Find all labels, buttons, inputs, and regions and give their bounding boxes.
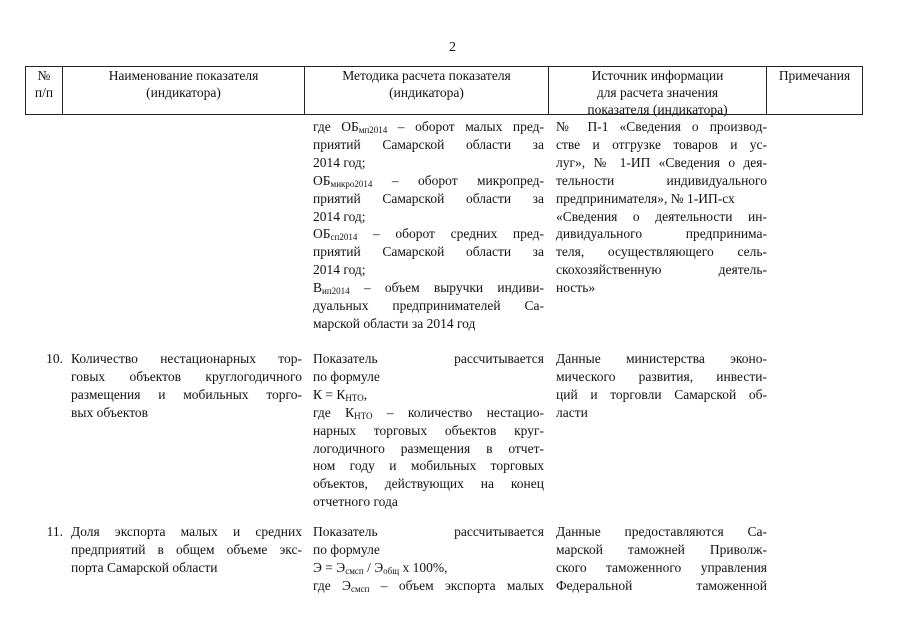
- row11-source: [556, 523, 767, 595]
- row11-source-line: Данные предоставляются Са-: [556, 524, 767, 539]
- row9-source-line: луг», № 1-ИП «Сведения о дея-: [556, 154, 767, 170]
- row11-name-line: Доля экспорта малых и средних: [71, 524, 302, 539]
- row11-method-definition: где $Э_{смсп}$ – объем экспорта малых: [313, 577, 544, 594]
- row10-method-definition: где $К_{НТО}$ – количество нестацио-: [313, 404, 544, 421]
- row9-source-line: «Сведения о деятельности ин-: [556, 208, 767, 224]
- header-number-line2: п/п: [34, 85, 54, 100]
- row10-name-line: говых объектов круглогодичного: [71, 368, 302, 384]
- row11-source-line: ского таможенного управления: [556, 559, 767, 575]
- row10-method-line: Показатель рассчитывается: [313, 351, 544, 366]
- row9-source: [556, 118, 767, 297]
- row10-source-line: ласти: [556, 404, 588, 420]
- header-source-line1: Источник информации: [591, 68, 724, 83]
- row10-name-line: размещения и мобильных торго-: [71, 386, 302, 402]
- row9-source-line: скохозяйственную деятель-: [556, 262, 767, 278]
- row9-source-line: стве и отгрузке товаров и ус-: [556, 136, 767, 152]
- row9-method: [313, 118, 544, 333]
- row10-name: [71, 350, 302, 422]
- row10-source-line: мического развития, инвести-: [556, 368, 767, 384]
- row9-source-line: предпринимателя», № 1-ИП-сх: [556, 190, 735, 206]
- row9-source-line: тельности индивидуального: [556, 172, 767, 188]
- row9-method-line: приятий Самарской области за: [313, 244, 544, 260]
- row11-name-line: порта Самарской области: [71, 559, 218, 575]
- row9-method-line: 2014 год;: [313, 208, 366, 224]
- header-name-line1: Наименование показателя: [108, 68, 259, 83]
- row10-number: 10.: [46, 351, 63, 366]
- row9-method-line: марской области за 2014 год: [313, 315, 476, 331]
- row11-source-line: Федеральной таможенной: [556, 577, 767, 593]
- row11-method-line: Показатель рассчитывается: [313, 524, 544, 539]
- row10-method: [313, 350, 544, 511]
- header-number: [25, 66, 63, 115]
- row11-name: [71, 523, 302, 577]
- row9-source-line: ность»: [556, 280, 596, 296]
- row9-method-line: 2014 год;: [313, 262, 366, 278]
- row11-method: [313, 523, 544, 595]
- header-source-line2: для расчета значения: [596, 85, 719, 100]
- row11-method-line: по формуле: [313, 541, 380, 557]
- header-method-line2: (индикатора): [389, 85, 464, 100]
- row9-method-mp: где $ОБ_{мп2014}$ – оборот малых пред-: [313, 119, 544, 135]
- row9-method-sp: $ОБ_{сп2014}$ – оборот средних пред-: [313, 226, 544, 243]
- row10-method-line: объектов, действующих на конец: [313, 476, 544, 492]
- row10-method-formula: $К = К_{НТО}$,: [313, 386, 368, 403]
- header-method-line1: Методика расчета показателя: [342, 68, 511, 83]
- row10-method-line: логодичного размещения в отчет-: [313, 440, 544, 456]
- header-name-line2: (индикатора): [146, 85, 221, 100]
- row10-source: [556, 350, 767, 422]
- row11-name-line: предприятий в общем объеме экс-: [71, 541, 302, 557]
- row9-method-line: приятий Самарской области за: [313, 136, 544, 152]
- header-notes-label: Примечания: [778, 68, 851, 83]
- row9-method-line: дуальных предпринимателей Са-: [313, 298, 544, 314]
- header-notes: [767, 66, 863, 115]
- row10-name-line: вых объектов: [71, 404, 149, 420]
- header-name: [63, 66, 305, 115]
- header-method: [305, 66, 549, 115]
- row10-method-line: нарных торговых объектов круг-: [313, 422, 544, 438]
- row10-method-line: отчетного года: [313, 494, 398, 510]
- header-source-line3: показателя (индикатора): [587, 102, 728, 117]
- row11-method-formula: $Э = Э_{смсп} / Э_{общ}$ х 100%,: [313, 559, 448, 576]
- row9-source-line: дивидуального предпринима-: [556, 226, 767, 242]
- page-number: 2: [449, 40, 456, 55]
- row9-method-ip: $В_{ип2014}$ – объем выручки индиви-: [313, 280, 544, 297]
- row9-source-line: № П-1 «Сведения о производ-: [556, 119, 767, 134]
- header-source: [549, 66, 767, 115]
- row9-source-line: теля, осуществляющего сель-: [556, 244, 767, 260]
- row9-method-line: приятий Самарской области за: [313, 190, 544, 206]
- row11-source-line: марской таможней Приволж-: [556, 541, 767, 557]
- row10-name-line: Количество нестационарных тор-: [71, 351, 302, 366]
- row9-method-line: 2014 год;: [313, 154, 366, 170]
- row10-source-line: ций и торговли Самарской об-: [556, 386, 767, 402]
- header-number-line1: №: [37, 68, 51, 83]
- row10-source-line: Данные министерства эконо-: [556, 351, 767, 366]
- row10-method-line: ном году и мобильных торговых: [313, 458, 544, 474]
- row11-number: 11.: [46, 524, 63, 539]
- row9-method-mikro: $ОБ_{микро2014}$ – оборот микропред-: [313, 172, 544, 189]
- row10-method-line: по формуле: [313, 368, 380, 384]
